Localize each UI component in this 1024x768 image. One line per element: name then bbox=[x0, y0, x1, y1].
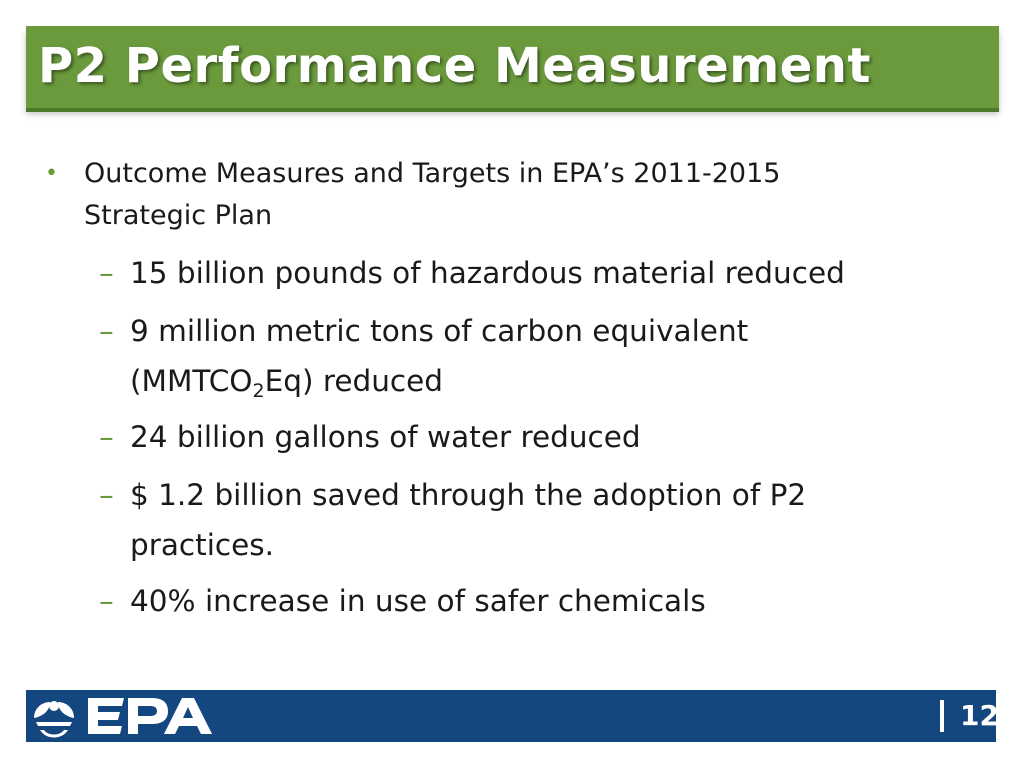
sub-item-text-line2: practices. bbox=[130, 528, 275, 562]
slide-title: P2 Performance Measurement bbox=[38, 38, 871, 94]
sub-item-text: 9 million metric tons of carbon equivalent bbox=[130, 314, 749, 348]
sub-item-text: 40% increase in use of safer chemicals bbox=[130, 584, 706, 618]
sub-item-text: 24 billion gallons of water reduced bbox=[130, 420, 641, 454]
bullet-outcome-measures bbox=[45, 153, 904, 237]
dash-marker: – bbox=[99, 584, 114, 618]
sub-item-water bbox=[99, 412, 950, 462]
mmtco-prefix: (MMTCO bbox=[130, 364, 253, 398]
footer-bar bbox=[26, 690, 999, 742]
epa-logo bbox=[26, 690, 216, 742]
bullet-text-line2: Strategic Plan bbox=[84, 200, 273, 231]
sub-item-text-line2 bbox=[130, 356, 950, 406]
page-number-separator bbox=[940, 700, 944, 732]
epa-letters bbox=[88, 698, 212, 734]
dash-marker: – bbox=[99, 420, 114, 454]
subscript-2: 2 bbox=[252, 380, 265, 402]
sub-item-hazardous-material bbox=[99, 248, 950, 298]
page-number: 12 bbox=[960, 699, 999, 732]
dash-marker: – bbox=[99, 256, 114, 290]
sub-item-carbon-equivalent bbox=[99, 306, 950, 406]
sub-item-text: $ 1.2 billion saved through the adoption of P2 bbox=[130, 478, 807, 512]
bullet-dot-icon: • bbox=[45, 161, 58, 186]
eq-reduced-suffix: Eq) reduced bbox=[264, 364, 444, 398]
sub-item-text: 15 billion pounds of hazardous material reduced bbox=[130, 256, 845, 290]
dash-marker: – bbox=[99, 314, 114, 348]
sub-item-safer-chemicals bbox=[99, 576, 950, 626]
dash-marker: – bbox=[99, 478, 114, 512]
epa-flower-icon bbox=[34, 701, 74, 738]
sub-item-savings bbox=[99, 470, 950, 570]
bullet-text-line1: Outcome Measures and Targets in EPA’s 2011-2015 bbox=[84, 158, 781, 189]
